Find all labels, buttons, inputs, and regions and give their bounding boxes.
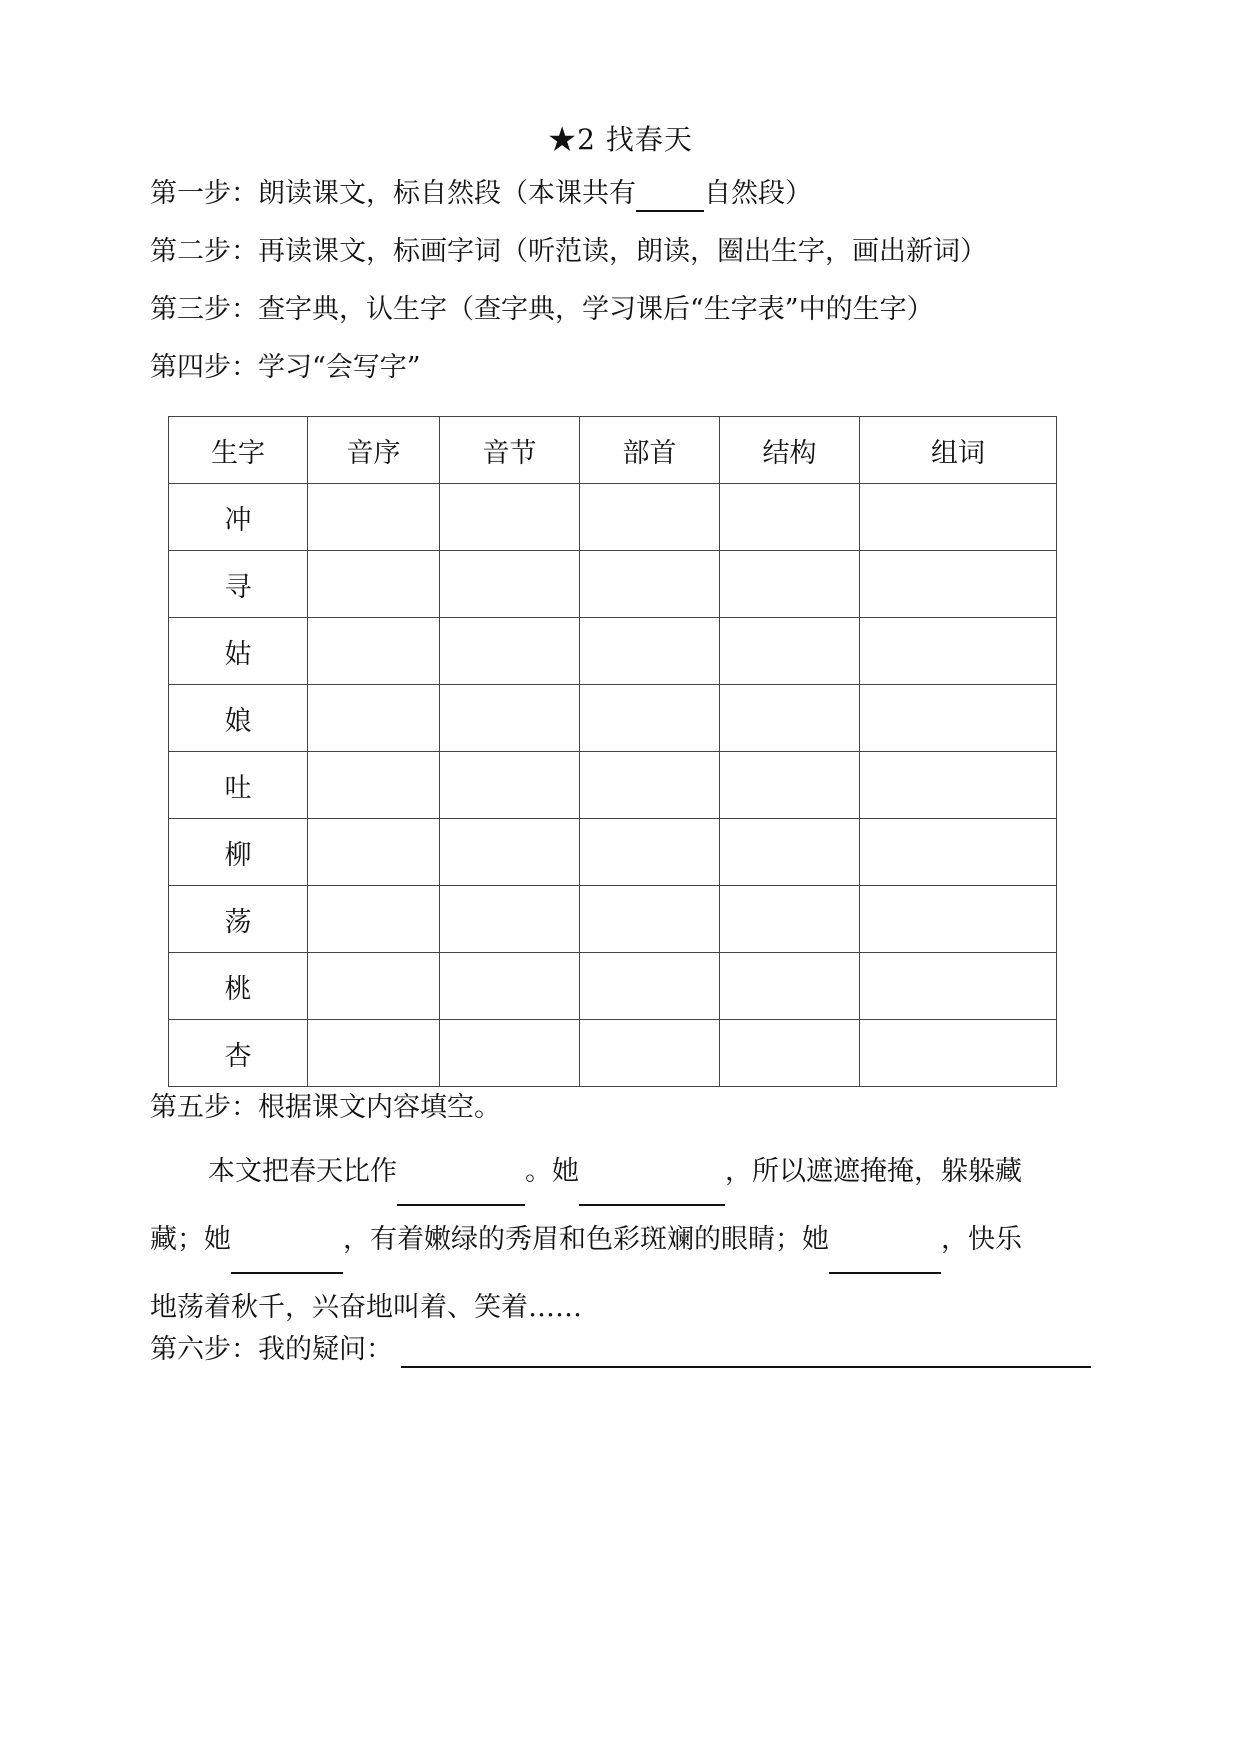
answer-cell[interactable]: [440, 1020, 580, 1087]
fill-blank-4[interactable]: [829, 1244, 941, 1274]
character-cell: 冲: [169, 484, 308, 551]
answer-cell[interactable]: [860, 685, 1057, 752]
answer-cell[interactable]: [860, 886, 1057, 953]
step-6: [150, 1332, 1091, 1368]
answer-cell[interactable]: [440, 685, 580, 752]
table-row: [169, 953, 1057, 1020]
character-cell: 寻: [169, 551, 308, 618]
answer-cell[interactable]: [308, 484, 440, 551]
table-row: [169, 685, 1057, 752]
answer-cell[interactable]: [440, 953, 580, 1020]
answer-cell[interactable]: [308, 819, 440, 886]
answer-cell[interactable]: [720, 685, 860, 752]
step-2: 第二步：再读课文，标画字词（听范读，朗读，圈出生字，画出新词）: [150, 236, 987, 267]
answer-cell[interactable]: [308, 953, 440, 1020]
answer-cell[interactable]: [720, 752, 860, 819]
answer-cell[interactable]: [860, 752, 1057, 819]
answer-cell[interactable]: [580, 551, 720, 618]
answer-cell[interactable]: [720, 484, 860, 551]
header-cell: 音序: [308, 417, 440, 484]
table-header-row: [169, 417, 1057, 484]
step-1: [150, 176, 812, 212]
answer-cell[interactable]: [580, 886, 720, 953]
table-row: [169, 484, 1057, 551]
answer-cell[interactable]: [860, 551, 1057, 618]
answer-cell[interactable]: [440, 752, 580, 819]
answer-cell[interactable]: [580, 1020, 720, 1087]
header-cell: 结构: [720, 417, 860, 484]
answer-cell[interactable]: [580, 618, 720, 685]
table-row: [169, 551, 1057, 618]
answer-cell[interactable]: [720, 819, 860, 886]
answer-cell[interactable]: [580, 752, 720, 819]
fill-text: 藏；她: [150, 1224, 231, 1255]
answer-cell[interactable]: [580, 953, 720, 1020]
answer-cell[interactable]: [860, 1020, 1057, 1087]
answer-cell[interactable]: [860, 484, 1057, 551]
table-row: [169, 1020, 1057, 1087]
table-row: [169, 618, 1057, 685]
fill-blank-2[interactable]: [579, 1176, 725, 1206]
step-5: 第五步：根据课文内容填空。: [150, 1092, 501, 1123]
header-cell: 组词: [860, 417, 1057, 484]
table-row: [169, 886, 1057, 953]
answer-cell[interactable]: [308, 685, 440, 752]
character-cell: 杏: [169, 1020, 308, 1087]
character-cell: 荡: [169, 886, 308, 953]
table-row: [169, 752, 1057, 819]
character-cell: 吐: [169, 752, 308, 819]
character-table: [168, 416, 1057, 1087]
answer-cell[interactable]: [308, 618, 440, 685]
step-3: 第三步：查字典，认生字（查字典，学习课后“生字表”中的生字）: [150, 294, 934, 325]
paragraph-count-blank[interactable]: [636, 182, 704, 212]
answer-cell[interactable]: [720, 551, 860, 618]
answer-cell[interactable]: [440, 618, 580, 685]
answer-cell[interactable]: [720, 618, 860, 685]
header-cell: 音节: [440, 417, 580, 484]
answer-cell[interactable]: [308, 551, 440, 618]
step-6-text: 第六步：我的疑问：: [150, 1334, 393, 1365]
answer-cell[interactable]: [720, 886, 860, 953]
character-cell: 娘: [169, 685, 308, 752]
fill-line-1: [150, 1138, 1090, 1206]
answer-cell[interactable]: [308, 886, 440, 953]
answer-cell[interactable]: [580, 819, 720, 886]
character-cell: 柳: [169, 819, 308, 886]
fill-text: ，所以遮遮掩掩，躲躲藏: [725, 1156, 1022, 1187]
answer-cell[interactable]: [580, 484, 720, 551]
header-cell: 部首: [580, 417, 720, 484]
page-title: ★2 找春天: [548, 123, 693, 156]
step-1-text-end: 自然段）: [704, 178, 812, 209]
step-1-text: 第一步：朗读课文，标自然段（本课共有: [150, 178, 636, 209]
answer-cell[interactable]: [720, 1020, 860, 1087]
answer-cell[interactable]: [860, 819, 1057, 886]
answer-cell[interactable]: [860, 953, 1057, 1020]
header-cell: 生字: [169, 417, 308, 484]
fill-text: ，有着嫩绿的秀眉和色彩斑斓的眼睛；她: [343, 1224, 829, 1255]
character-cell: 姑: [169, 618, 308, 685]
table-row: [169, 819, 1057, 886]
fill-text: ，快乐: [941, 1224, 1022, 1255]
fill-blank-3[interactable]: [231, 1244, 343, 1274]
answer-cell[interactable]: [580, 685, 720, 752]
fill-text: 本文把春天比作: [208, 1156, 397, 1187]
question-blank[interactable]: [401, 1338, 1091, 1368]
fill-text: 。她: [525, 1156, 579, 1187]
answer-cell[interactable]: [308, 752, 440, 819]
answer-cell[interactable]: [440, 484, 580, 551]
answer-cell[interactable]: [440, 819, 580, 886]
answer-cell[interactable]: [720, 953, 860, 1020]
character-cell: 桃: [169, 953, 308, 1020]
fill-line-3: 地荡着秋千，兴奋地叫着、笑着……: [150, 1292, 582, 1323]
answer-cell[interactable]: [860, 618, 1057, 685]
answer-cell[interactable]: [440, 886, 580, 953]
answer-cell[interactable]: [440, 551, 580, 618]
step-4: 第四步：学习“会写字”: [150, 352, 421, 383]
answer-cell[interactable]: [308, 1020, 440, 1087]
fill-in-paragraph: [150, 1138, 1090, 1342]
fill-line-2: [150, 1206, 1090, 1274]
fill-blank-1[interactable]: [397, 1176, 525, 1206]
